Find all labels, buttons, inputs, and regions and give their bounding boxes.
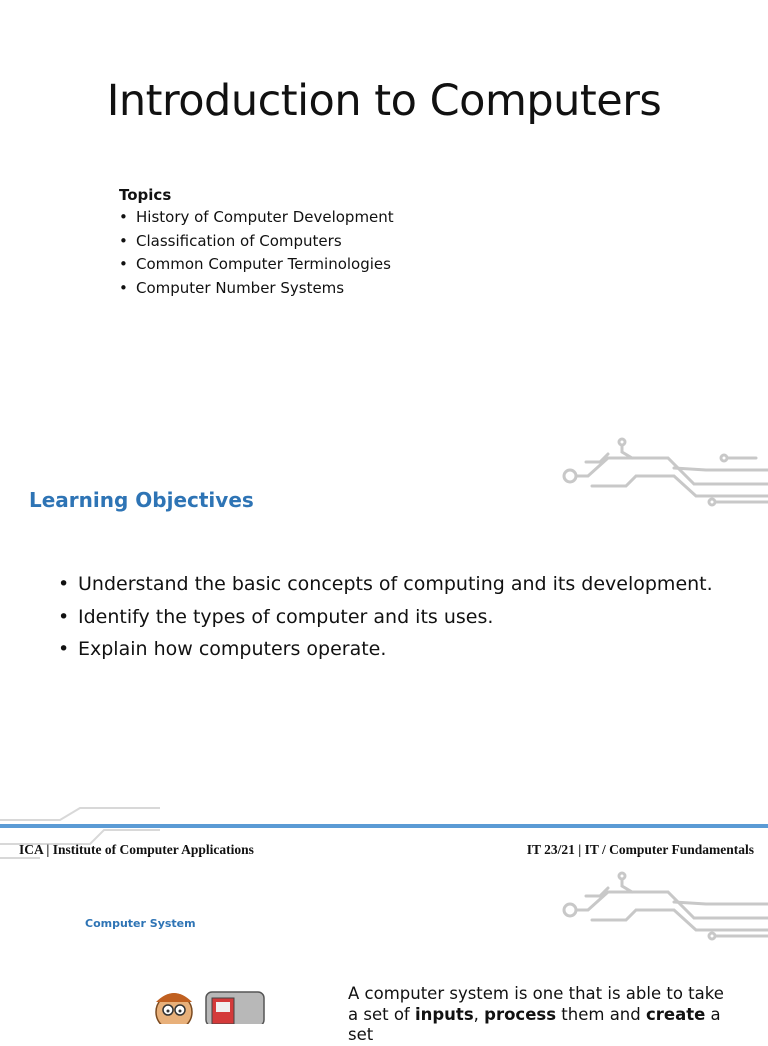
computer-system-description — [348, 984, 728, 1046]
learning-objectives-heading: Learning Objectives — [29, 488, 254, 512]
list-item — [119, 277, 394, 301]
objective-label: Understand the basic concepts of computing and its development. — [78, 573, 713, 595]
body-text-part: a set — [348, 1004, 721, 1044]
list-item — [119, 206, 394, 230]
list-item — [58, 568, 713, 601]
page-title: Introduction to Computers — [106, 76, 662, 126]
bullet-icon: • — [58, 638, 70, 660]
circuit-decoration-icon — [556, 868, 768, 944]
objective-label: Identify the types of computer and its uses. — [78, 605, 494, 628]
list-item — [119, 230, 394, 254]
body-text-part: them and — [556, 1004, 646, 1024]
topic-label: Computer Number Systems — [136, 278, 345, 297]
topic-label: History of Computer Development — [136, 208, 394, 226]
keyword-create: create — [645, 1004, 706, 1024]
footer-course: IT 23/21 | IT / Computer Fundamentals — [526, 842, 754, 857]
bullet-icon: • — [58, 573, 70, 595]
list-item — [58, 601, 713, 634]
bullet-icon: • — [119, 278, 128, 297]
computer-user-clipart-icon — [140, 984, 270, 1024]
bullet-icon: • — [119, 208, 128, 226]
topics-block — [119, 186, 394, 300]
bullet-icon: • — [119, 255, 128, 273]
keyword-inputs: inputs — [414, 1004, 474, 1024]
keyword-process: process — [484, 1004, 557, 1024]
list-item — [58, 633, 713, 666]
footer-divider — [0, 824, 768, 828]
topic-label: Classification of Computers — [136, 231, 342, 250]
bullet-icon: • — [58, 605, 70, 628]
bullet-icon: • — [119, 231, 128, 250]
body-text-part: A computer system is one that is able to take a set of — [348, 984, 724, 1024]
section-label: Computer System — [85, 917, 196, 930]
topic-label: Common Computer Terminologies — [136, 255, 391, 273]
circuit-decoration-icon — [556, 434, 768, 510]
body-text-part: , — [473, 1004, 485, 1024]
topics-heading: Topics — [119, 186, 172, 204]
objective-label: Explain how computers operate. — [78, 638, 387, 660]
topics-list — [119, 206, 394, 300]
footer-institute: ICA | Institute of Computer Applications — [19, 842, 254, 857]
objectives-list — [58, 568, 713, 666]
list-item — [119, 253, 394, 277]
